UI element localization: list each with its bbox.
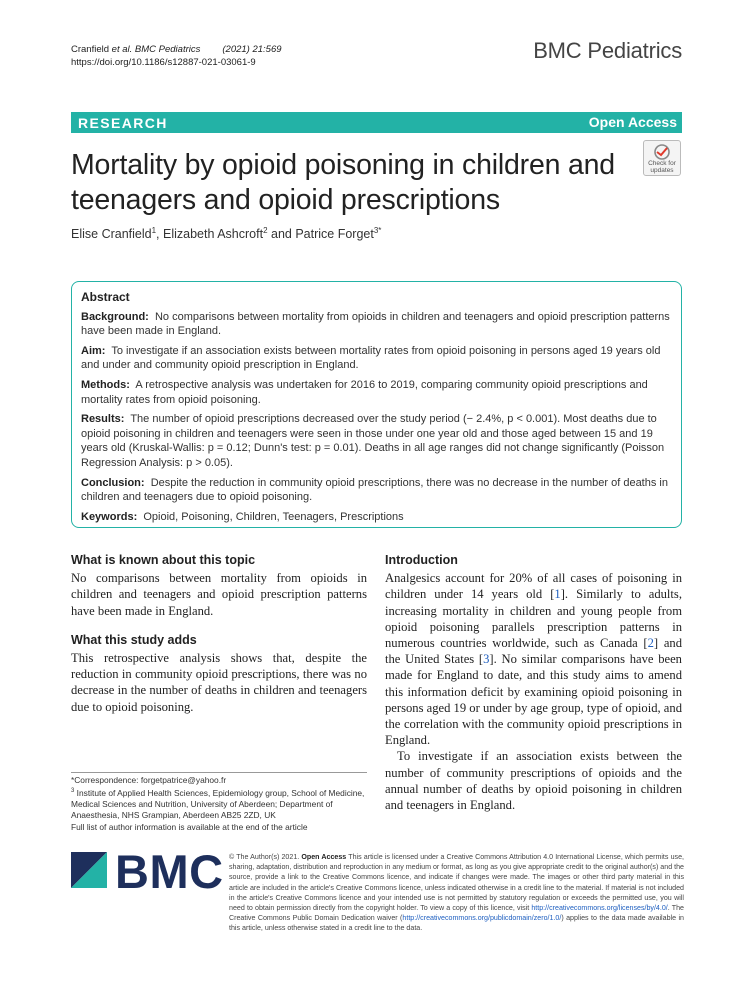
article-type-label: RESEARCH bbox=[78, 115, 168, 131]
abstract-background: Background: No comparisons between mortality from opioids in children and teenagers and opioid prescription patterns have been made in England. bbox=[81, 310, 670, 338]
author-name[interactable]: Patrice Forget bbox=[295, 227, 374, 242]
citation-link[interactable]: 1 bbox=[554, 587, 561, 602]
abstract-box bbox=[71, 281, 682, 528]
check-updates-icon bbox=[653, 144, 671, 160]
author-name[interactable]: Elise Cranfield bbox=[71, 227, 152, 242]
bmc-logo-text: BMC bbox=[115, 845, 224, 898]
known-text: No comparisons between mortality from opioids in children and teenagers and opioid prescription patterns have been made in England. bbox=[71, 571, 367, 618]
cc-zero-link[interactable]: http://creativecommons.org/publicdomain/zero/1.0/ bbox=[402, 914, 562, 923]
right-column bbox=[385, 552, 682, 813]
citation-link[interactable]: 3 bbox=[483, 652, 490, 667]
intro-paragraph-2: To investigate if an association exists between the number of community prescriptions of opioids and the annual number of deaths by opioid poisoning in children and teenagers in England. bbox=[385, 749, 682, 813]
adds-heading: What this study adds bbox=[71, 632, 197, 647]
adds-text: This retrospective analysis shows that, despite the reduction in community opioid prescriptions, there was no decrease in the number of deaths in children and teenagers due to opioid poisoning. bbox=[71, 651, 367, 714]
intro-paragraph-1: Analgesics account for 20% of all cases of poisoning in children under 14 years old [1]. Similarly to adults, increasing mortality in children and young people from opioid poisoning parallels prescription patterns in numerous countries worldwide, such as Canada [2] and the United States [3]. No similar comparisons have been made for England to date, and this study aims to amend this information deficit by examining opioid poisoning in persons aged 19 or under by age group, type of opioid, and the correlation with the community opioid prescriptions in England. bbox=[385, 571, 683, 748]
known-heading: What is known about this topic bbox=[71, 553, 256, 567]
abstract-conclusion: Conclusion: Despite the reduction in community opioid prescriptions, there was no decrease in the number of deaths in children and teenagers due to opioid poisoning. bbox=[81, 476, 668, 504]
introduction-heading: Introduction bbox=[385, 553, 458, 567]
running-header bbox=[71, 43, 282, 69]
doi-link[interactable]: https://doi.org/10.1186/s12887-021-03061-9 bbox=[71, 57, 256, 68]
open-access-label: Open Access bbox=[588, 114, 677, 130]
abstract-methods: Methods: A retrospective analysis was undertaken for 2016 to 2019, comparing community opioid prescriptions and mortality rates from opioid poisoning. bbox=[81, 378, 648, 406]
affiliation: $^3$ Institute of Applied Health Sciences, Epidemiology group, School of Medicine, Medical Sciences and Nutrition, University of Aberdeen; Department of Anaesthesia, NHS Grampian, Aberdeen AB25 2ZD, UK bbox=[71, 788, 365, 821]
footnote bbox=[71, 772, 367, 833]
year-volume: (2021) 21:569 bbox=[222, 44, 282, 55]
author-info-note: Full list of author information is available at the end of the article bbox=[71, 821, 308, 832]
abstract-results: Results: The number of opioid prescriptions decreased over the study period (− 2.4%, p < 0.001). Most deaths due to opioid poisoning in children and teenagers were seen in those under one year old and those aged between 15 and 19 years old (Kruskal-Wallis: p = 0.12; Dunn's test: p = 0.01). Deaths in all age ranges did not change significantly (Poisson Regression Analysis: p > 0.05). bbox=[81, 413, 665, 469]
cc-license-link[interactable]: http://creativecommons.org/licenses/by/4.0/ bbox=[531, 904, 668, 913]
article-title: Mortality by opioid poisoning in children and teenagers and opioid prescriptions bbox=[71, 149, 615, 216]
left-column bbox=[71, 552, 367, 715]
author-list: Elise Cranfield$^1$, Elizabeth Ashcroft$^2$ and Patrice Forget$^{3*}$ bbox=[71, 226, 382, 242]
abstract-keywords: Keywords: Opioid, Poisoning, Children, Teenagers, Prescriptions bbox=[81, 510, 404, 523]
abstract-aim: Aim: To investigate if an association exists between mortality rates from opioid poisoning in persons aged 19 years old and under and community opioid prescription in England. bbox=[81, 344, 661, 372]
correspondence: *Correspondence: forgetpatrice@yahoo.fr bbox=[71, 775, 227, 785]
check-for-updates-badge[interactable]: Check for updates bbox=[643, 140, 681, 176]
abstract-heading: Abstract bbox=[81, 290, 130, 304]
article-type-banner bbox=[71, 112, 682, 133]
citation-link[interactable]: 2 bbox=[647, 636, 654, 651]
citation: Cranfield et al. BMC Pediatrics bbox=[71, 44, 201, 55]
journal-name: BMC Pediatrics bbox=[533, 38, 682, 63]
author-name[interactable]: Elizabeth Ashcroft bbox=[163, 227, 264, 242]
license-statement: © The Author(s) 2021. Open Access This article is licensed under a Creative Commons Attribution 4.0 International License, which permits use, sharing, adaptation, distribution and reproduction in any medium or format, as long as you give appropriate credit to the original author(s) and the source, provide a link to the Creative Commons licence, and indicate if changes were made. The images or other third party material in this article are included in the article's Creative Commons licence, unless indicated otherwise in a credit line to the material. If material is not included in the article's Creative Commons licence and your intended use is not permitted by statutory regulation or exceeds the permitted use, you will need to obtain permission directly from the copyright holder. To view a copy of this licence, visit http://creativecommons.org/licenses/by/4.0/. The Creative Commons Public Domain Dedication waiver (http://creativecommons.org/publicdomain/zero/1.0/) applies to the data made available in this article, unless otherwise stated in a credit line to the data. bbox=[229, 853, 684, 933]
